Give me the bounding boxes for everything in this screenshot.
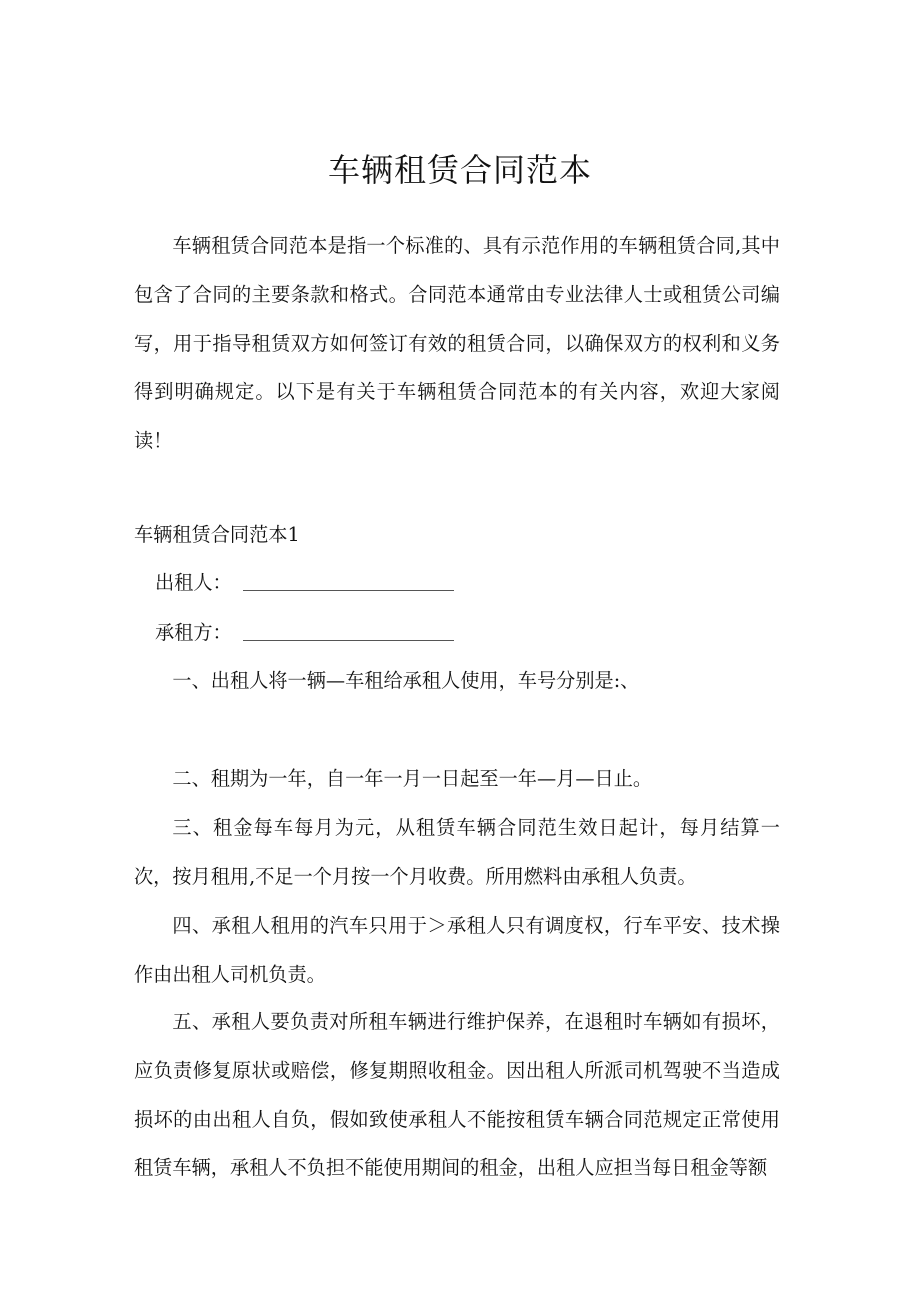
clause-5: 五、承租人要负责对所租车辆进行维护保养，在退租时车辆如有损坏，应负责修复原状或赔偿，修复期照收租金。因出租人所派司机驾驶不当造成损坏的由出租人自负，假如致使承租人不能按租赁车辆合同范规定正常使用租赁车辆，承租人不负担不能使用期间的租金，出租人应担当每日租金等额 <box>134 1010 780 1180</box>
document-title: 车辆租赁合同范本 <box>327 151 592 189</box>
section-heading: 车辆租赁合同范本1 <box>134 523 300 546</box>
lessor-field <box>155 565 454 601</box>
lessee-blank-line <box>243 640 454 641</box>
lessee-label: 承租方： <box>155 621 232 644</box>
clause-4: 四、承租人租用的汽车只用于＞承租人只有调度权，行车平安、技术操作由出租人司机负责。 <box>134 914 780 986</box>
lessee-field <box>155 615 454 651</box>
lessor-label: 出租人： <box>155 571 232 594</box>
clause-1: 一、出租人将一辆—车租给承租人使用，车号分别是:、 <box>172 669 640 692</box>
lessor-blank-line <box>243 590 454 591</box>
clause-3: 三、租金每车每月为元，从租赁车辆合同范生效日起计，每月结算一次，按月租用,不足一个月按一个月收费。所用燃料由承租人负责。 <box>134 816 780 888</box>
clause-2: 二、租期为一年，自一年一月一日起至一年—月—日止。 <box>172 767 653 790</box>
intro-paragraph: 车辆租赁合同范本是指一个标准的、具有示范作用的车辆租赁合同,其中包含了合同的主要条款和格式。合同范本通常由专业法律人士或租赁公司编写，用于指导租赁双方如何签订有效的租赁合同，以确保双方的权利和义务得到明确规定。以下是有关于车辆租赁合同范本的有关内容，欢迎大家阅读！ <box>134 234 780 453</box>
